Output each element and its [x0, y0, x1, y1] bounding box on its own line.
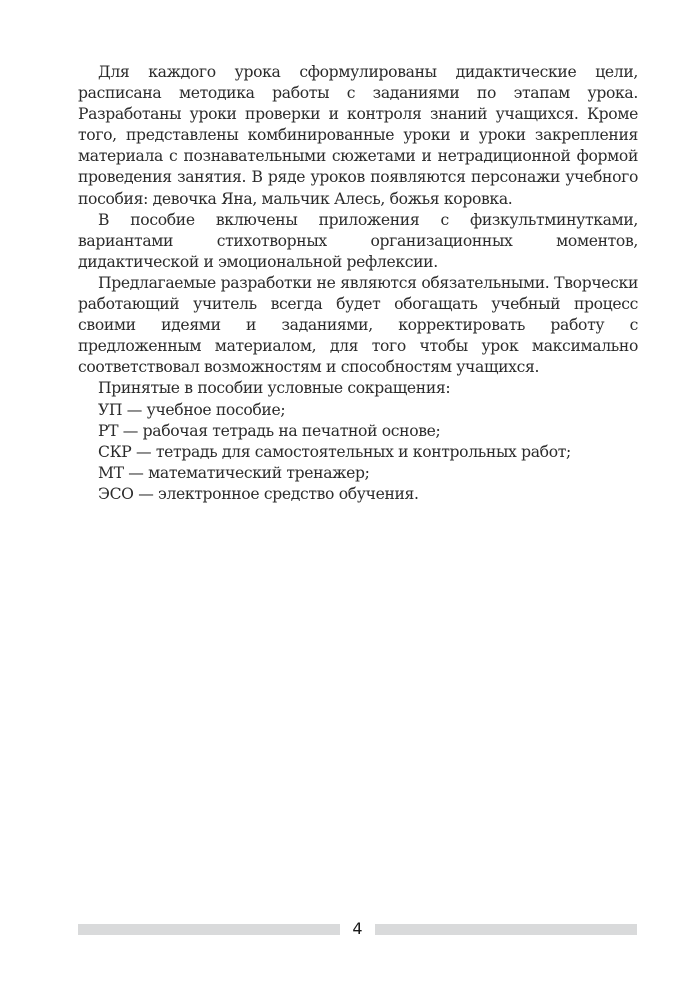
- paragraph-optional-developments: Предлагаемые разработки не являются обязательными. Творчески работающий учитель всегда будет обогащать учебный процесс своими идеями и заданиями, корректировать работу с предложенным материалом, для того чтобы урок максимально соответствовал возможностям и способностям учащихся.: [78, 273, 638, 377]
- page-footer: [78, 917, 637, 941]
- page-number: 4: [352, 919, 363, 938]
- abbreviation-item: МТ — математический тренажер;: [98, 463, 370, 482]
- paragraph-lesson-goals: Для каждого урока сформулированы дидактические цели, расписана методика работы с заданиями по этапам урока. Разработаны уроки проверки и контроля знаний учащихся. Кроме того, представлены комбинированные уроки и уроки закрепления материала с познавательными сюжетами и нетрадиционной формой проведения занятия. В ряде уроков появляются персонажи учебного пособия: девочка Яна, мальчик Алесь, божья коровка.: [78, 63, 638, 208]
- paragraph-appendices: В пособие включены приложения с физкультминутками, вариантами стихотворных организационных моментов, дидактической и эмоциональной рефлексии.: [78, 210, 638, 271]
- abbreviation-item: УП — учебное пособие;: [98, 400, 286, 419]
- abbreviation-item: ЭСО — электронное средство обучения.: [98, 484, 419, 503]
- footer-bar-right: [375, 924, 637, 935]
- footer-bar-left: [78, 924, 340, 935]
- abbreviation-item: РТ — рабочая тетрадь на печатной основе;: [98, 421, 441, 440]
- abbreviation-item: СКР — тетрадь для самостоятельных и контрольных работ;: [98, 442, 571, 461]
- abbreviations-list: [78, 400, 638, 505]
- abbreviations-intro: Принятые в пособии условные сокращения:: [98, 379, 451, 398]
- page-body: [78, 62, 638, 505]
